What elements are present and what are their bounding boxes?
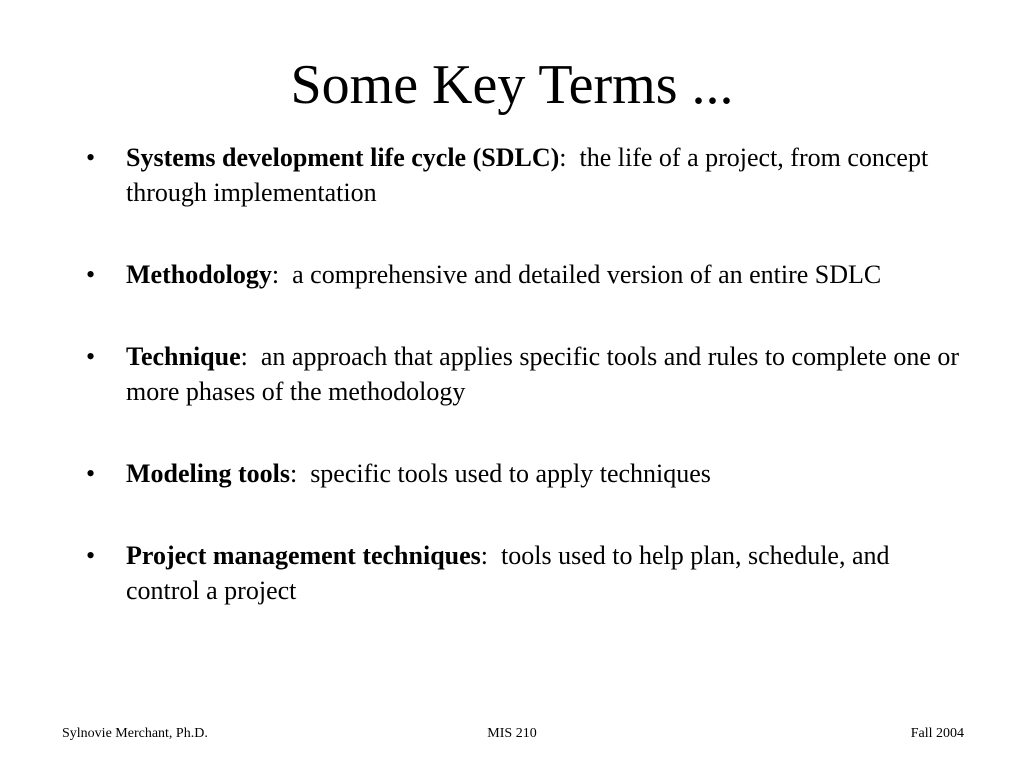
bullet-icon: •	[86, 260, 96, 289]
term-separator: :	[480, 541, 502, 570]
term-label: Project management techniques	[126, 541, 481, 570]
term-label: Technique	[126, 342, 241, 371]
slide-title: Some Key Terms ...	[290, 54, 734, 116]
term-separator: :	[240, 342, 261, 371]
footer-author: Sylnovie Merchant, Ph.D.	[62, 726, 208, 741]
term-definition: a comprehensive and detailed version of an entire SDLC	[292, 260, 882, 289]
bullet-list	[80, 140, 960, 608]
list-item	[80, 538, 960, 608]
bullet-icon: •	[86, 143, 96, 172]
term-label: Systems development life cycle (SDLC)	[126, 143, 560, 172]
list-item	[80, 339, 960, 409]
term-label: Methodology	[126, 260, 272, 289]
bullet-icon: •	[86, 342, 96, 371]
list-item	[80, 140, 960, 210]
term-definition: tools used to help plan, schedule, and control a project	[126, 541, 890, 605]
term-separator: :	[289, 459, 311, 488]
list-item	[80, 456, 960, 491]
term-definition: the life of a project, from concept through implementation	[126, 143, 929, 207]
footer-course: MIS 210	[487, 726, 537, 741]
term-label: Modeling tools	[126, 459, 290, 488]
bullet-icon: •	[86, 459, 96, 488]
bullet-icon: •	[86, 541, 96, 570]
term-definition: an approach that applies specific tools and rules to complete one or more phases of the methodology	[126, 342, 960, 406]
footer-term: Fall 2004	[910, 726, 964, 741]
term-separator: :	[271, 260, 293, 289]
term-definition: specific tools used to apply techniques	[310, 459, 711, 488]
list-item	[80, 257, 960, 292]
term-separator: :	[559, 143, 580, 172]
